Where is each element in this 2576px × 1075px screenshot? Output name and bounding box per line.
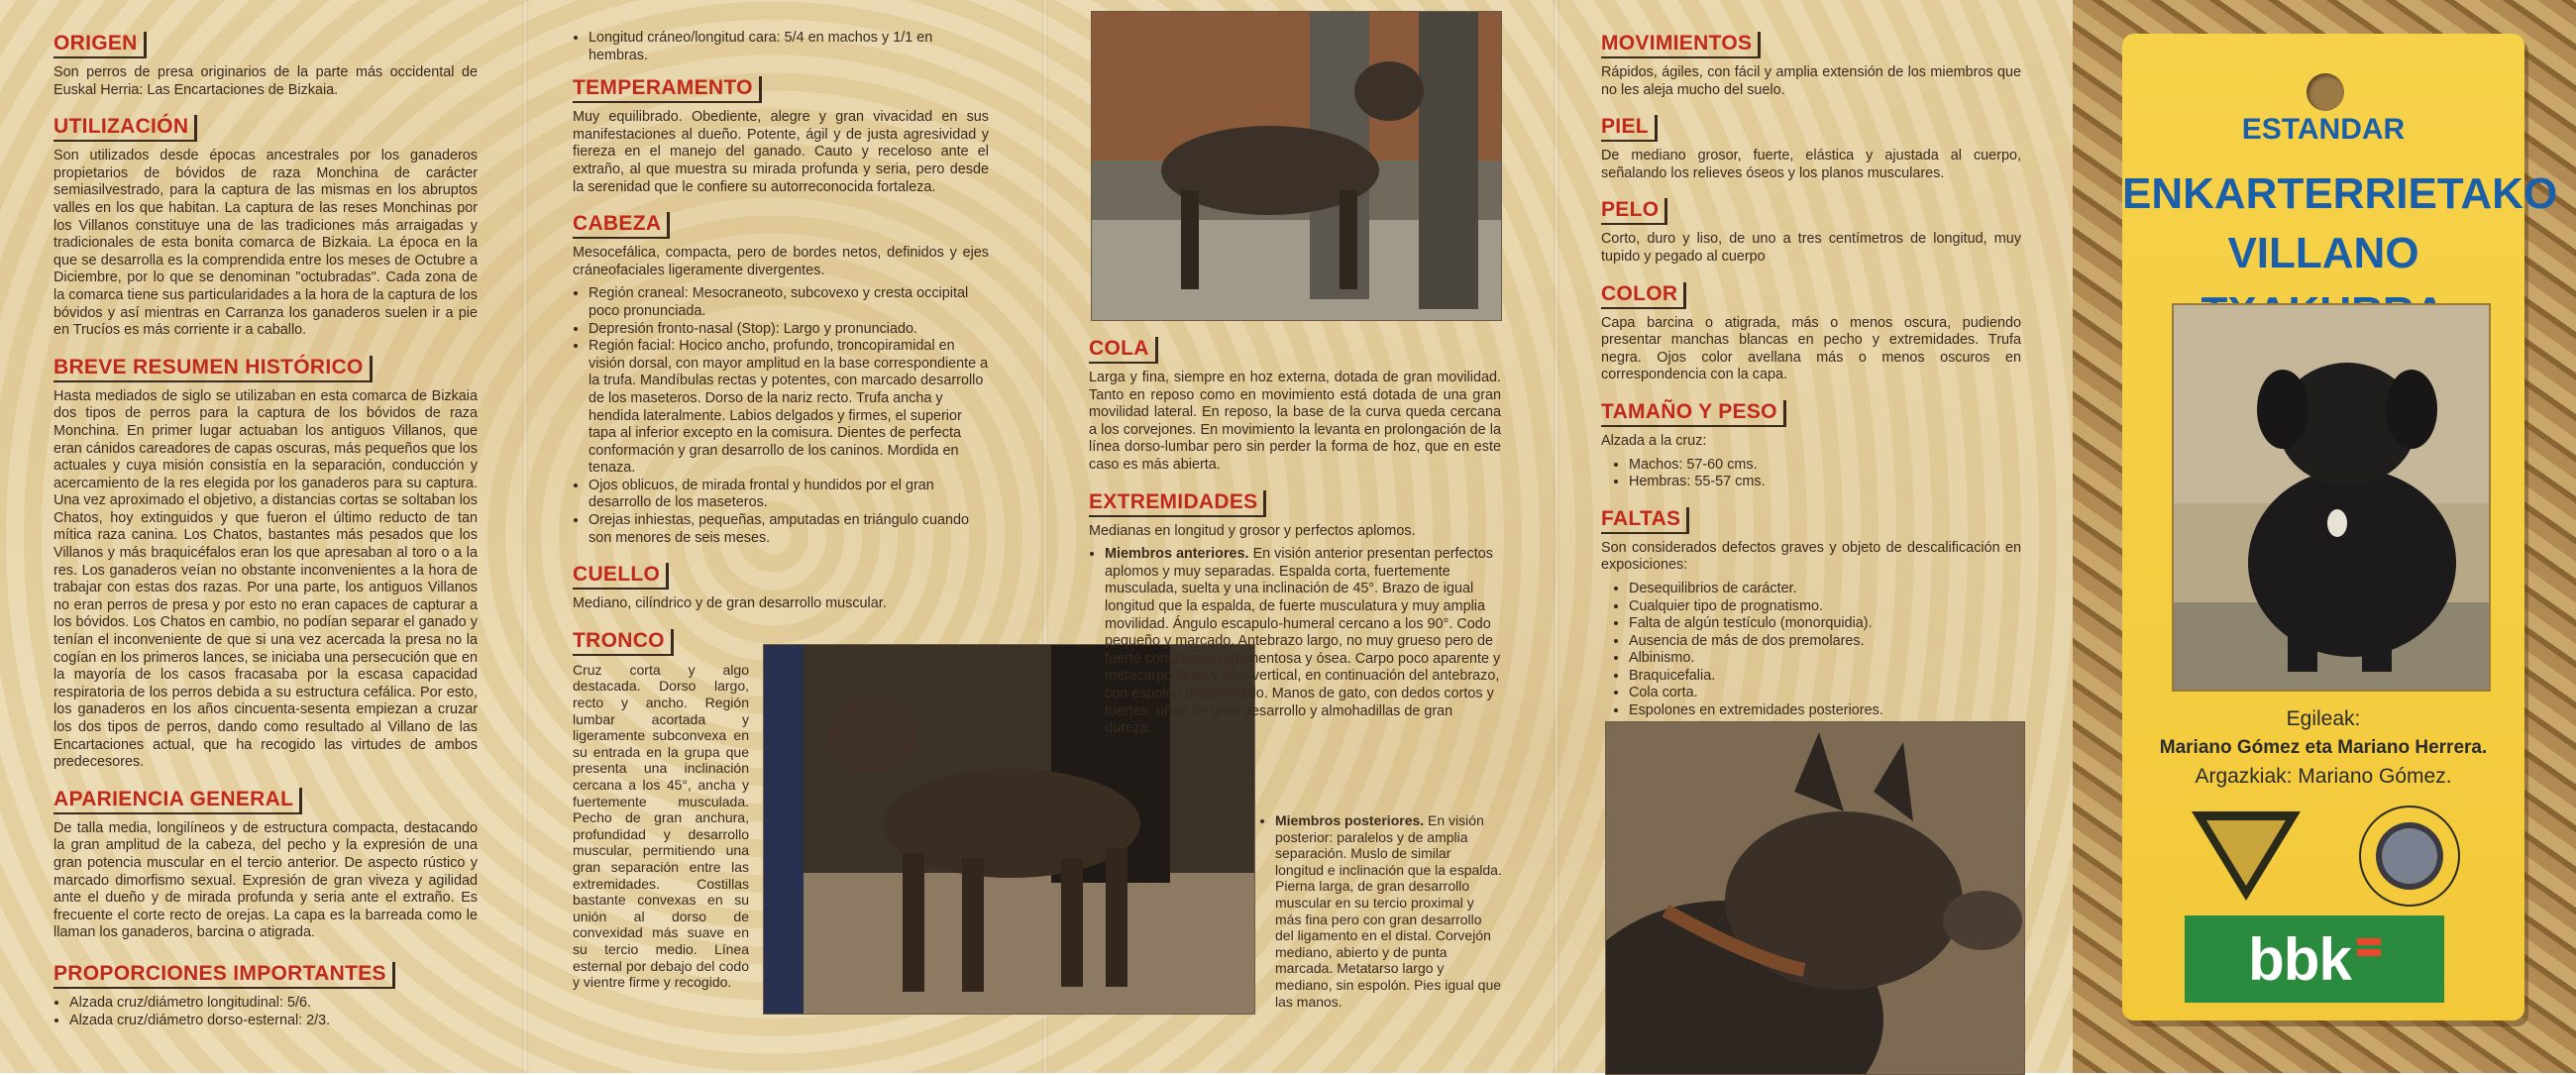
proporciones-heading: PROPORCIONES IMPORTANTES	[54, 962, 395, 989]
cover-subtitle: ESTANDAR	[2241, 113, 2406, 146]
extremidades-heading: EXTREMIDADES	[1089, 490, 1266, 517]
list-item: • Hembras: 55-57 cms.	[1629, 474, 2021, 491]
cover-card	[2122, 34, 2558, 1021]
resumen-heading: BREVE RESUMEN HISTÓRICO	[54, 356, 373, 382]
extremidades-text: Medianas en longitud y grosor y perfectos aplomos.	[1089, 522, 1416, 539]
pelo-text: Corto, duro y liso, de uno a tres centímetros de longitud, muy tupido y pegado al cuerpo	[1601, 231, 2021, 265]
photo-dog-head	[1605, 721, 2025, 1075]
cuello-text: Mediano, cilíndrico y de gran desarrollo muscular.	[573, 595, 887, 612]
apariencia-text: De talla media, longilíneos y de estructura compacta, destacando la gran amplitud de la cabeza, del pecho y la expresión de una gran potencia muscular en el tercio anterior. De aspecto rústico y marcado dimorfismo sexual. Expresión de gran viveza y agilidad ante el dueño y de mirada profunda y seria ante el extraño. Es frecuente el corte recto de orejas. La capa es la barreada como le llaman los ganaderos, barcina o atigrada.	[54, 819, 478, 941]
posteriores-list	[1263, 812, 1503, 1010]
list-item: • Desequilibrios de carácter.	[1629, 581, 2021, 598]
proporciones-list	[54, 995, 478, 1029]
utilizacion-heading: UTILIZACIÓN	[54, 115, 197, 142]
tamano-list	[1601, 457, 2021, 491]
anteriores-label: Miembros anteriores.	[1105, 546, 1249, 563]
piel-heading: PIEL	[1601, 115, 1658, 142]
bbk-logo-text: bbk	[2248, 925, 2351, 993]
tamano-heading: TAMAÑO Y PESO	[1601, 400, 1786, 427]
euskal-logo	[2187, 806, 2306, 906]
cover-credits	[2122, 707, 2524, 789]
tamano-text: Alzada a la cruz:	[1601, 432, 1707, 449]
list-item	[1275, 812, 1503, 1010]
list-item: • Alzada cruz/diámetro dorso-esternal: 2/3.	[69, 1013, 478, 1030]
pelo-heading: PELO	[1601, 198, 1667, 225]
list-item: • Depresión fronto-nasal (Stop): Largo y pronunciado.	[589, 321, 989, 339]
fold-line	[522, 0, 528, 1073]
temperamento-heading: TEMPERAMENTO	[573, 76, 762, 103]
list-item: • Cola corta.	[1629, 685, 2021, 702]
cover-title-line1: ENKARTERRIETAKO	[2122, 169, 2558, 218]
tronco-heading: TRONCO	[573, 629, 674, 656]
list-item: • Ojos oblicuos, de mirada frontal y hundidos por el gran desarrollo de los maseteros.	[589, 478, 989, 512]
resumen-text: Hasta mediados de siglo se utilizaban en esta comarca de Bizkaia dos tipos de perros para la captura de los bóvidos de raza Monchina. En primer lugar actuaban los antiguos Villanos, que eran cánidos careadores de capas oscuras, más pequeños que los actuales y cuya misión consistía en la separación, conducción y acercamiento de la res elegida por los ganaderos para su captura. Una vez aproximado el objetivo, a distancias cortas se soltaban los Chatos, hoy extinguidos y que fueron el último reducto de tan mítica raza canina. Los Chatos, bastantes más pesados que los Villanos y más braquicéfalos eran los que apresaban al toro o a la res. Los ganaderos veían no obstante inconvenientes a la hora de trabajar con estas dos razas. Por una parte, los antiguos Villanos no eran perros de presa y por esto no eran capaces de capturar a los bóvidos. Los Chatos en cambio, no podían separar el ganado y tenían el inconveniente de que si una vez acercada la presa no la cogían en los primeros lances, se iniciaba una persecución que en la mayoría de los casos fracasaba por la escasa capacidad respiratoria de los perros debida a su estructura cefálica. Por esto, los ganaderos en los años cincuenta-sesenta empiezan a cruzar los dos tipos de perros, dando como resultado al Villano de las Encartaciones actual, que ha recogido las virtudes de ambos predecesores.	[54, 387, 478, 771]
credits-photos: Argazkiak: Mariano Gómez.	[2195, 765, 2452, 788]
euskal-logo-icon	[2187, 806, 2306, 906]
cuello-heading: CUELLO	[573, 563, 669, 590]
list-item	[1105, 546, 1501, 738]
list-item: • Región craneal: Mesocraneoto, subcovexo y cresta occipital poco pronunciada.	[589, 285, 989, 320]
origen-heading: ORIGEN	[54, 32, 147, 58]
origen-text: Son perros de presa originarios de la parte más occidental de Euskal Herria: Las Encartaciones de Bizkaia.	[54, 64, 478, 98]
list-item: • Ausencia de más de dos premolares.	[1629, 633, 2021, 651]
list-item: • Cualquier tipo de prognatismo.	[1629, 598, 2021, 616]
cola-text: Larga y fina, siempre en hoz externa, dotada de gran movilidad. Tanto en reposo como en movimiento está dotada de una gran movilidad lateral. En reposo, la base de la curva queda cercana a los corvejones. En movimiento la levanta en prolongación de la línea dorso-lumbar pero sin perder la forma de hoz, que en este caso es más abierta.	[1089, 370, 1501, 473]
credits-label: Egileak:	[2286, 707, 2361, 730]
movimientos-heading: MOVIMIENTOS	[1601, 32, 1761, 58]
cover-title-line2: VILLANO	[2227, 229, 2419, 277]
puppy-image	[2174, 305, 2489, 690]
list-item: • Longitud cráneo/longitud cara: 5/4 en machos y 1/1 en hembras.	[589, 30, 989, 64]
list-item: • Alzada cruz/diámetro longitudinal: 5/6.	[69, 995, 478, 1013]
list-item: • Albinismo.	[1629, 650, 2021, 668]
faltas-text: Son considerados defectos graves y objeto de descalificación en exposiciones:	[1601, 539, 2021, 574]
credits-authors: Mariano Gómez eta Mariano Herrera.	[2159, 737, 2488, 758]
posteriores-text: En visión posterior: paralelos y de amplia separación. Muslo de similar longitud e inclinación que la espalda. Pierna larga, de gran desarrollo muscular en su tercio proximal y más fina pero con gran desarrollo del ligamento en el distal. Corvejón mediano, abierto y de punta marcada. Metatarso largo y mediano, sin espolón. Pies igual que las manos.	[1275, 812, 1502, 1010]
anteriores-text: En visión anterior presentan perfectos aplomos y muy separadas. Espalda corta, fuertemente musculada, suelta y una inclinación de 45°. Brazo de igual longitud que la espalda, de fuerte musculatura y muy amplia movilidad. Ángulo escapulo-humeral cercano a los 90°. Codo pequeño y marcado. Antebrazo largo, no muy grueso pero de fuerte constitución ligamentosa y ósea. Carpo poco aparente y metacarpo largo y casi vertical, en continuación del antebrazo, con espolón desarrollado. Manos de gato, con dedos cortos y fuertes, uñas de gran desarrollo y almohadillas de gran dureza.	[1105, 546, 1501, 737]
bbk-logo	[2185, 915, 2444, 1003]
list-item: • Braquicefalia.	[1629, 668, 2021, 686]
posteriores-label: Miembros posteriores.	[1275, 812, 1425, 828]
panel-3-narrow	[1263, 812, 1503, 1070]
proporciones-continued-list	[573, 30, 989, 64]
cabeza-text: Mesocefálica, compacta, pero de bordes netos, definidos y ejes cráneofaciales ligeramente divergentes.	[573, 245, 989, 278]
color-heading: COLOR	[1601, 282, 1686, 309]
club-seal-icon	[2355, 802, 2464, 911]
list-item: • Falta de algún testículo (monorquidia).	[1629, 615, 2021, 633]
panel-1	[54, 0, 478, 1073]
fold-line	[1554, 0, 1559, 1073]
utilizacion-text: Son utilizados desde épocas ancestrales por los ganaderos propietarios de bóvidos de raza Monchina de carácter semiasilvestrado, para la captura de las mismas en los abruptos valles en los que habitan. La captura de las reses Monchinas por los Villanos constituye una de las tradiciones más arraigadas y tradicionales de esta bonita comarca de Bizkaia. La época en la que se desarrolla es la comprendida entre los meses de Octubre a Diciembre, por lo que se denominan "octubradas". Cada zona de la comarca tiene sus particularidades a la hora de la captura de los bóvidos y así mientras en Carranza los ganaderos suelen ir a pie en Trucíos es más corriente ir a caballo.	[54, 148, 478, 339]
extremidades-list	[1089, 546, 1501, 738]
dog-head-image	[1606, 722, 2024, 1074]
card-hole	[2307, 73, 2344, 111]
club-logo	[2355, 802, 2464, 911]
cabeza-list	[573, 285, 989, 547]
faltas-heading: FALTAS	[1601, 507, 1689, 534]
movimientos-text: Rápidos, ágiles, con fácil y amplia extensión de los miembros que no les aleja mucho del suelo.	[1601, 64, 2021, 98]
cover-puppy-photo	[2172, 303, 2491, 692]
list-item: • Espolones en extremidades posteriores.	[1629, 702, 2021, 720]
bbk-mark-icon	[2357, 938, 2381, 956]
piel-text: De mediano grosor, fuerte, elástica y ajustada al cuerpo, señalando los relieves óseos y los planos musculares.	[1601, 148, 2021, 181]
list-item: • Región facial: Hocico ancho, profundo, troncopiramidal en visión dorsal, con mayor amplitud en la base correspondiente a la trufa. Mandíbulas rectas y potentes, con marcado desarrollo de los maseteros. Dorso de la nariz recto. Trufa ancha y hendida lateralmente. Labios delgados y firmes, el superior tapa al inferior excepto en la comisura. Dientes de perfecta conformación y gran desarrollo de los caninos. Mordida en tenaza.	[589, 338, 989, 478]
tronco-text: Cruz corta y algo destacada. Dorso largo, recto y ancho. Región lumbar acortada y ligeramente subconvexa en su entrada en la grupa que presenta una inclinación cercana a los 45°, ancha y fuertemente musculada. Pecho de gran anchura, profundidad y desarrollo muscular, permitiendo una gran separación entre las extremidades. Costillas bastante convexas en su unión al dorso de convexidad más suave en su tercio medio. Línea esternal por debajo del codo y vientre firme y recogido.	[573, 661, 749, 991]
list-item: • Orejas inhiestas, pequeñas, amputadas en triángulo cuando son menores de seis meses.	[589, 512, 989, 547]
cola-heading: COLA	[1089, 337, 1158, 364]
list-item: • Machos: 57-60 cms.	[1629, 457, 2021, 475]
apariencia-heading: APARIENCIA GENERAL	[54, 788, 302, 814]
temperamento-text: Muy equilibrado. Obediente, alegre y gran vivacidad en sus manifestaciones al dueño. Potente, ágil y de justa agresividad y fiereza en el manejo del ganado. Cauto y receloso ante el extraño, al que muestra su mirada profunda y seria, pero desde la serenidad que le confiere su autorreconocida fortaleza.	[573, 109, 989, 195]
cabeza-heading: CABEZA	[573, 212, 670, 239]
color-text: Capa barcina o atigrada, más o menos oscura, pudiendo presentar manchas blancas en pecho y extremidades. Trufa negra. Ojos color avellana más o menos oscuros en correspondencia con la capa.	[1601, 314, 2021, 383]
